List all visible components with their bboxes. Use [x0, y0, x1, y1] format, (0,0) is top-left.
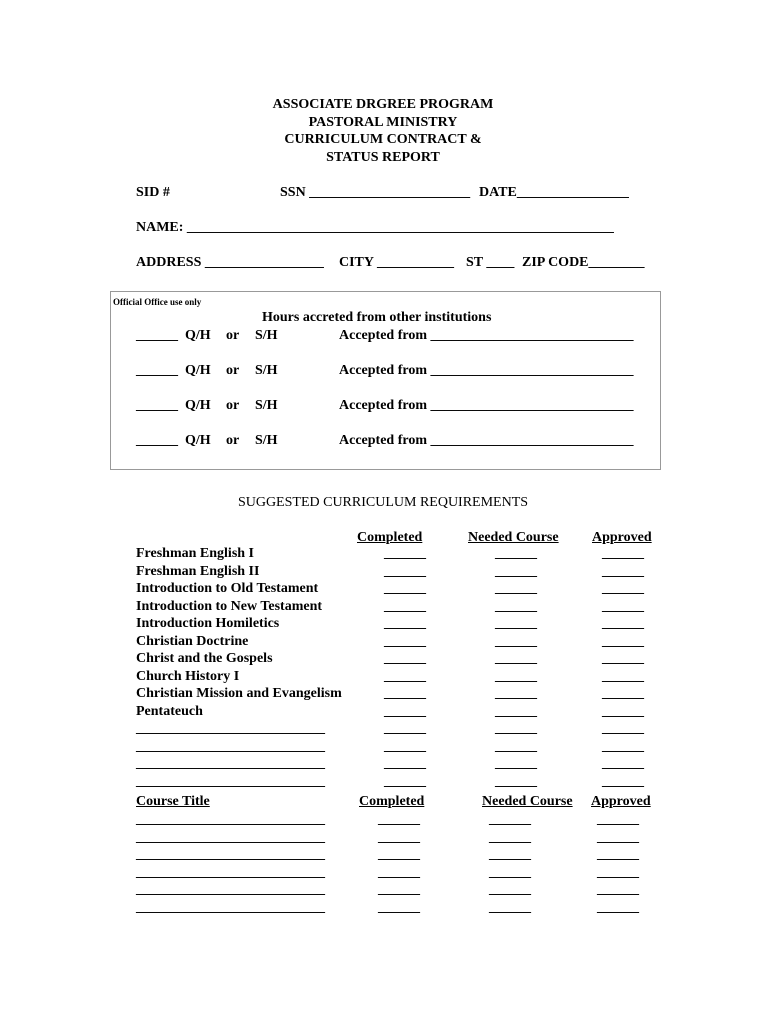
- needed-course-field[interactable]: ______: [489, 812, 531, 827]
- needed-course-field[interactable]: ______: [495, 686, 537, 701]
- course-title-field[interactable]: ___________________________: [136, 812, 325, 827]
- needed-course-field[interactable]: ______: [489, 847, 531, 863]
- col-approved-header: Approved: [592, 530, 652, 545]
- course-title-header: Course Title: [136, 794, 210, 809]
- needed-course-field[interactable]: ______: [495, 668, 537, 684]
- completed-field[interactable]: ______: [384, 738, 426, 754]
- sh-label: S/H: [255, 433, 278, 448]
- completed-field[interactable]: ______: [378, 847, 420, 863]
- course-name[interactable]: ___________________________: [136, 756, 325, 771]
- approved-field[interactable]: ______: [597, 864, 639, 880]
- course-name: Introduction to New Testament: [136, 598, 323, 614]
- course-name: Pentateuch: [136, 703, 203, 719]
- hours-blank-field[interactable]: ______: [136, 363, 178, 378]
- office-use-label: Official Office use only: [113, 297, 202, 307]
- approved-field[interactable]: ______: [602, 668, 644, 684]
- approved-field[interactable]: ______: [602, 756, 644, 771]
- title-line-4: STATUS REPORT: [326, 150, 440, 165]
- course-name: Christian Doctrine: [136, 633, 249, 649]
- curriculum-heading: SUGGESTED CURRICULUM REQUIREMENTS: [237, 495, 529, 510]
- course-name[interactable]: ___________________________: [136, 738, 325, 754]
- needed-course-field[interactable]: ______: [489, 829, 531, 845]
- course-name: Freshman English I: [136, 546, 254, 561]
- completed-field[interactable]: ______: [384, 703, 426, 719]
- col-needed-header: Needed Course: [468, 530, 559, 545]
- course-name: Church History I: [136, 668, 240, 684]
- needed-course-field[interactable]: ______: [495, 616, 537, 631]
- title-line-1: ASSOCIATE DRGREE PROGRAM: [272, 97, 494, 112]
- qh-label: Q/H: [185, 433, 211, 448]
- approved-field[interactable]: ______: [602, 651, 644, 666]
- address-field[interactable]: ADDRESS _________________: [136, 255, 324, 270]
- or-label: or: [226, 433, 240, 448]
- or-label: or: [226, 328, 240, 343]
- approved-field[interactable]: ______: [602, 721, 644, 736]
- needed-course-field[interactable]: ______: [495, 773, 537, 789]
- qh-label: Q/H: [185, 328, 211, 343]
- additional-completed-header: Completed: [359, 794, 425, 809]
- course-title-field[interactable]: ___________________________: [136, 900, 325, 915]
- completed-field[interactable]: ______: [384, 721, 426, 736]
- needed-course-field[interactable]: ______: [495, 756, 537, 771]
- course-title-field[interactable]: ___________________________: [136, 847, 325, 863]
- course-title-field[interactable]: ___________________________: [136, 864, 325, 880]
- state-field[interactable]: ST ____: [466, 255, 515, 270]
- course-name: Christian Mission and Evangelism: [136, 686, 342, 701]
- completed-field[interactable]: ______: [384, 616, 426, 631]
- approved-field[interactable]: ______: [602, 598, 644, 614]
- approved-field[interactable]: ______: [597, 812, 639, 827]
- needed-course-field[interactable]: ______: [489, 864, 531, 880]
- needed-course-field[interactable]: ______: [495, 581, 537, 596]
- needed-course-field[interactable]: ______: [495, 563, 537, 579]
- course-name[interactable]: ___________________________: [136, 773, 325, 789]
- sh-label: S/H: [255, 328, 278, 343]
- sid-field[interactable]: SID #: [136, 185, 170, 200]
- zip-code-field[interactable]: ZIP CODE________: [522, 255, 645, 270]
- course-name: Introduction Homiletics: [136, 616, 280, 631]
- hours-blank-field[interactable]: ______: [136, 433, 178, 448]
- approved-field[interactable]: ______: [602, 703, 644, 719]
- qh-label: Q/H: [185, 363, 211, 378]
- course-name: Christ and the Gospels: [136, 651, 273, 666]
- additional-needed-header: Needed Course: [482, 794, 573, 809]
- ssn-field[interactable]: SSN _______________________: [280, 185, 471, 200]
- col-completed-header: Completed: [357, 530, 423, 545]
- completed-field[interactable]: ______: [384, 598, 426, 614]
- approved-field[interactable]: ______: [602, 563, 644, 579]
- course-title-field[interactable]: ___________________________: [136, 882, 325, 898]
- sh-label: S/H: [255, 398, 278, 413]
- completed-field[interactable]: ______: [378, 882, 420, 898]
- completed-field[interactable]: ______: [384, 686, 426, 701]
- qh-label: Q/H: [185, 398, 211, 413]
- date-field[interactable]: DATE________________: [479, 185, 629, 200]
- accepted-from-field[interactable]: Accepted from _____________________________: [339, 363, 634, 378]
- needed-course-field[interactable]: ______: [489, 882, 531, 898]
- completed-field[interactable]: ______: [384, 651, 426, 666]
- approved-field[interactable]: ______: [597, 829, 639, 845]
- or-label: or: [226, 398, 240, 413]
- completed-field[interactable]: ______: [378, 900, 420, 915]
- approved-field[interactable]: ______: [602, 686, 644, 701]
- accepted-from-field[interactable]: Accepted from _____________________________: [339, 433, 634, 448]
- approved-field[interactable]: ______: [597, 900, 639, 915]
- completed-field[interactable]: ______: [378, 812, 420, 827]
- approved-field[interactable]: ______: [602, 546, 644, 561]
- approved-field[interactable]: ______: [602, 581, 644, 596]
- course-name: Introduction to Old Testament: [136, 581, 319, 596]
- approved-field[interactable]: ______: [597, 882, 639, 898]
- sh-label: S/H: [255, 363, 278, 378]
- additional-approved-header: Approved: [591, 794, 651, 809]
- needed-course-field[interactable]: ______: [495, 633, 537, 649]
- needed-course-field[interactable]: ______: [495, 721, 537, 736]
- city-field[interactable]: CITY ___________: [339, 255, 454, 270]
- completed-field[interactable]: ______: [384, 546, 426, 561]
- approved-field[interactable]: ______: [602, 616, 644, 631]
- hours-heading: Hours accreted from other institutions: [262, 310, 492, 325]
- completed-field[interactable]: ______: [378, 864, 420, 880]
- approved-field[interactable]: ______: [602, 633, 644, 649]
- title-line-3: CURRICULUM CONTRACT &: [284, 132, 482, 147]
- needed-course-field[interactable]: ______: [495, 546, 537, 561]
- hours-blank-field[interactable]: ______: [136, 398, 178, 413]
- or-label: or: [226, 363, 240, 378]
- completed-field[interactable]: ______: [384, 581, 426, 596]
- hours-blank-field[interactable]: ______: [136, 328, 178, 343]
- accepted-from-field[interactable]: Accepted from _____________________________: [339, 328, 634, 343]
- course-title-field[interactable]: ___________________________: [136, 829, 325, 845]
- accepted-from-field[interactable]: Accepted from _____________________________: [339, 398, 634, 413]
- needed-course-field[interactable]: ______: [489, 900, 531, 915]
- completed-field[interactable]: ______: [384, 563, 426, 579]
- course-name: Freshman English II: [136, 563, 260, 579]
- approved-field[interactable]: ______: [597, 847, 639, 863]
- needed-course-field[interactable]: ______: [495, 598, 537, 614]
- title-line-2: PASTORAL MINISTRY: [308, 115, 458, 130]
- name-field[interactable]: NAME: _____________________________________________________________: [136, 220, 614, 235]
- needed-course-field[interactable]: ______: [495, 738, 537, 754]
- approved-field[interactable]: ______: [602, 738, 644, 754]
- completed-field[interactable]: ______: [378, 829, 420, 845]
- completed-field[interactable]: ______: [384, 756, 426, 771]
- needed-course-field[interactable]: ______: [495, 651, 537, 666]
- completed-field[interactable]: ______: [384, 633, 426, 649]
- course-name[interactable]: ___________________________: [136, 721, 325, 736]
- completed-field[interactable]: ______: [384, 668, 426, 684]
- approved-field[interactable]: ______: [602, 773, 644, 789]
- needed-course-field[interactable]: ______: [495, 703, 537, 719]
- completed-field[interactable]: ______: [384, 773, 426, 789]
